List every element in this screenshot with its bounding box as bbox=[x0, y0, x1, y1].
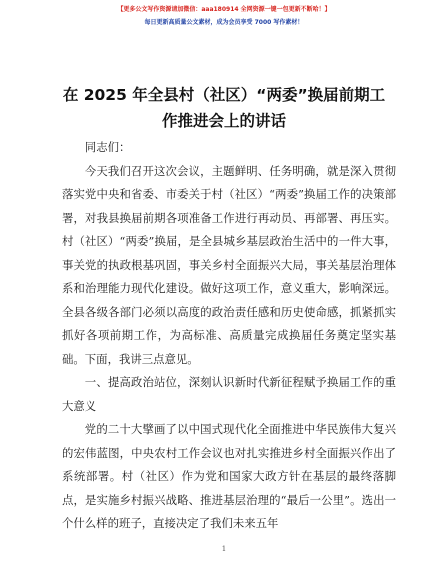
promo-banner-wechat: 【更多公文写作资源请加微信：aaa180914 全网资源一键一包更新不断哈！】 bbox=[117, 6, 331, 13]
document-title: 在 2025 年全县村（社区）“两委”换届前期工作推进会上的讲话 bbox=[62, 86, 386, 130]
document-body bbox=[62, 136, 396, 536]
greeting: 同志们： bbox=[84, 140, 131, 154]
page-number: 1 bbox=[221, 545, 227, 553]
promo-banner-membership: 每日更新高质量公文素材，成为会员享受 7000 写作素材！ bbox=[144, 19, 304, 26]
section-heading-1: 一、提高政治站位，深刻认识新时代新征程赋予换届工作的重大意义 bbox=[62, 375, 396, 413]
paragraph-section-1: 党的二十大擘画了以中国式现代化全面推进中华民族伟大复兴的宏伟蓝图，中央农村工作会议也对扎实推进乡村全面振兴作出了系统部署。村（社区）作为党和国家大政方针在基层的最终落脚点，是实施乡村振兴战略、推进基层治理的“最后一公里”。选出一个什么样的班子，直接决定了我们未来五年 bbox=[62, 422, 396, 530]
paragraph-intro: 今天我们召开这次会议，主题鲜明、任务明确，就是深入贯彻落实党中央和省委、市委关于村（社区）“两委”换届工作的决策部署，对我县换届前期各项准备工作进行再动员、再部署、再压实。村（社区）“两委”换届，是全县城乡基层政治生活中的一件大事，事关党的执政根基巩固，事关乡村全面振兴大局，事关基层治理体系和治理能力现代化建设。做好这项工作，意义重大，影响深远。全县各级各部门必须以高度的政治责任感和历史使命感，抓紧抓实抓好各项前期工作，为高标准、高质量完成换届任务奠定坚实基础。下面，我讲三点意见。 bbox=[62, 163, 396, 366]
